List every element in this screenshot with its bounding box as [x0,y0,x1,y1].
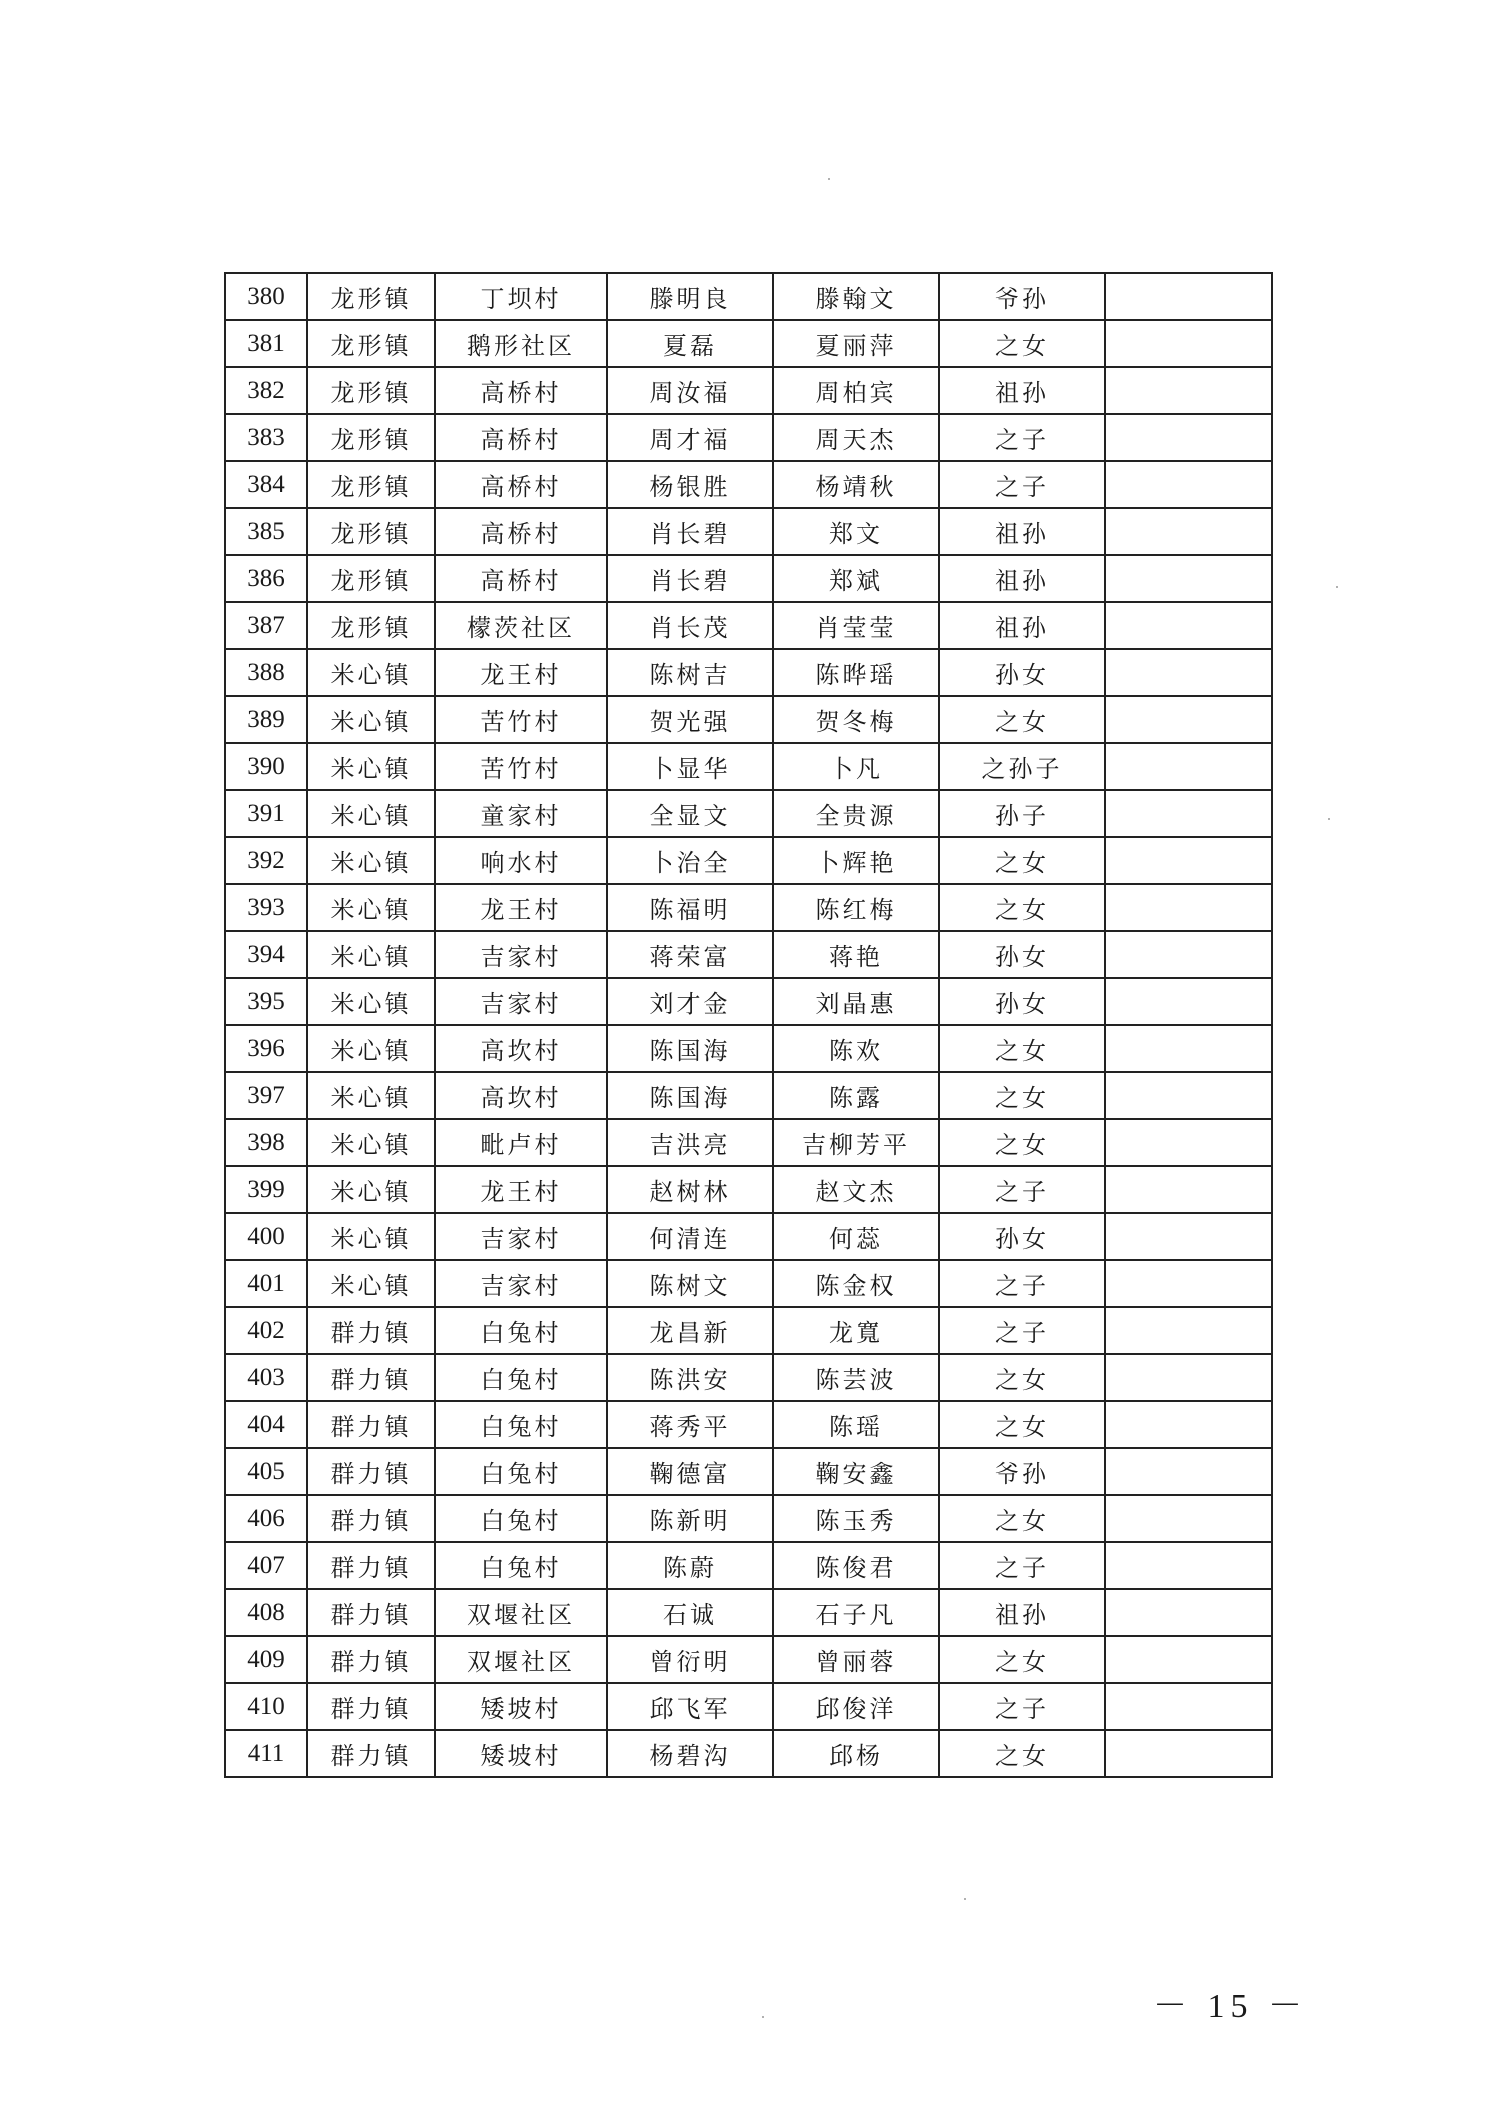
cell-town: 米心镇 [307,931,435,978]
cell-town: 龙形镇 [307,367,435,414]
cell-relative-name: 邱杨 [773,1730,939,1777]
cell-relative-name: 陈芸波 [773,1354,939,1401]
cell-town: 群力镇 [307,1307,435,1354]
table-row [225,1636,1272,1683]
cell-name: 陈国海 [607,1072,773,1119]
cell-relative-name: 陈欢 [773,1025,939,1072]
cell-town: 米心镇 [307,1213,435,1260]
cell-name: 邱飞军 [607,1683,773,1730]
cell-town: 龙形镇 [307,602,435,649]
cell-village: 高桥村 [435,414,607,461]
cell-relation: 孙女 [939,931,1105,978]
cell-name: 陈树吉 [607,649,773,696]
cell-note [1105,1542,1272,1589]
table-row [225,273,1272,320]
table-row [225,1166,1272,1213]
cell-town: 群力镇 [307,1730,435,1777]
cell-name: 赵树林 [607,1166,773,1213]
cell-name: 肖长碧 [607,555,773,602]
cell-village: 龙王村 [435,1166,607,1213]
table-row [225,1072,1272,1119]
cell-note [1105,1448,1272,1495]
cell-name: 杨银胜 [607,461,773,508]
cell-note [1105,320,1272,367]
cell-village: 毗卢村 [435,1119,607,1166]
cell-note [1105,508,1272,555]
table-row [225,1213,1272,1260]
cell-number: 401 [225,1260,307,1307]
cell-name: 龙昌新 [607,1307,773,1354]
scan-speck [964,1898,966,1900]
cell-name: 吉洪亮 [607,1119,773,1166]
cell-relation: 之子 [939,1260,1105,1307]
cell-village: 白兔村 [435,1448,607,1495]
cell-name: 贺光强 [607,696,773,743]
cell-village: 矮坡村 [435,1683,607,1730]
cell-number: 404 [225,1401,307,1448]
cell-relative-name: 邱俊洋 [773,1683,939,1730]
table-row [225,555,1272,602]
cell-relation: 祖孙 [939,1589,1105,1636]
cell-village: 高坎村 [435,1025,607,1072]
cell-name: 卜显华 [607,743,773,790]
cell-town: 米心镇 [307,1260,435,1307]
cell-name: 陈蔚 [607,1542,773,1589]
cell-name: 滕明良 [607,273,773,320]
cell-relation: 之女 [939,1119,1105,1166]
table-row [225,1683,1272,1730]
cell-town: 米心镇 [307,696,435,743]
cell-town: 群力镇 [307,1401,435,1448]
cell-number: 383 [225,414,307,461]
cell-number: 382 [225,367,307,414]
table-row [225,602,1272,649]
cell-town: 米心镇 [307,837,435,884]
table-row [225,1260,1272,1307]
cell-relative-name: 吉柳芳平 [773,1119,939,1166]
table-row [225,884,1272,931]
cell-name: 石诚 [607,1589,773,1636]
cell-village: 双堰社区 [435,1636,607,1683]
cell-town: 群力镇 [307,1589,435,1636]
cell-relation: 祖孙 [939,602,1105,649]
cell-relative-name: 石子凡 [773,1589,939,1636]
cell-relation: 孙子 [939,790,1105,837]
cell-town: 米心镇 [307,743,435,790]
cell-number: 402 [225,1307,307,1354]
table-row [225,1730,1272,1777]
cell-relation: 之子 [939,1166,1105,1213]
cell-number: 380 [225,273,307,320]
cell-name: 蒋秀平 [607,1401,773,1448]
cell-relative-name: 肖莹莹 [773,602,939,649]
cell-relation: 之女 [939,837,1105,884]
cell-number: 396 [225,1025,307,1072]
cell-relation: 之孙子 [939,743,1105,790]
cell-relative-name: 郑文 [773,508,939,555]
cell-note [1105,837,1272,884]
cell-town: 群力镇 [307,1354,435,1401]
cell-name: 鞠德富 [607,1448,773,1495]
cell-relative-name: 蒋艳 [773,931,939,978]
cell-town: 米心镇 [307,978,435,1025]
cell-relative-name: 龙寬 [773,1307,939,1354]
table-row [225,931,1272,978]
cell-name: 卜治全 [607,837,773,884]
cell-village: 檬茨社区 [435,602,607,649]
table-row [225,414,1272,461]
cell-number: 407 [225,1542,307,1589]
cell-number: 409 [225,1636,307,1683]
cell-relation: 之女 [939,1636,1105,1683]
cell-number: 395 [225,978,307,1025]
cell-village: 白兔村 [435,1307,607,1354]
table-row [225,508,1272,555]
cell-note [1105,790,1272,837]
cell-relation: 爷孙 [939,1448,1105,1495]
cell-village: 响水村 [435,837,607,884]
cell-town: 米心镇 [307,1166,435,1213]
cell-village: 丁坝村 [435,273,607,320]
cell-name: 全显文 [607,790,773,837]
cell-name: 夏磊 [607,320,773,367]
cell-relative-name: 杨靖秋 [773,461,939,508]
cell-town: 群力镇 [307,1542,435,1589]
cell-relative-name: 滕翰文 [773,273,939,320]
table-row [225,1025,1272,1072]
cell-name: 陈福明 [607,884,773,931]
cell-relative-name: 周柏宾 [773,367,939,414]
cell-number: 384 [225,461,307,508]
cell-number: 381 [225,320,307,367]
cell-relative-name: 陈玉秀 [773,1495,939,1542]
cell-number: 398 [225,1119,307,1166]
cell-note [1105,1119,1272,1166]
cell-number: 411 [225,1730,307,1777]
cell-relation: 之女 [939,1401,1105,1448]
cell-town: 群力镇 [307,1636,435,1683]
cell-relation: 祖孙 [939,367,1105,414]
table-row [225,790,1272,837]
cell-note [1105,1589,1272,1636]
cell-number: 390 [225,743,307,790]
cell-village: 龙王村 [435,649,607,696]
cell-relation: 之女 [939,696,1105,743]
cell-note [1105,1495,1272,1542]
cell-note [1105,1072,1272,1119]
cell-number: 387 [225,602,307,649]
cell-note [1105,649,1272,696]
roster-body [225,273,1272,1777]
cell-village: 白兔村 [435,1354,607,1401]
cell-relative-name: 卜凡 [773,743,939,790]
table-row [225,1119,1272,1166]
cell-relation: 之子 [939,1683,1105,1730]
cell-village: 童家村 [435,790,607,837]
cell-name: 刘才金 [607,978,773,1025]
cell-relative-name: 刘晶惠 [773,978,939,1025]
cell-name: 周汝福 [607,367,773,414]
table-row [225,367,1272,414]
cell-relation: 孙女 [939,1213,1105,1260]
cell-village: 龙王村 [435,884,607,931]
cell-town: 群力镇 [307,1448,435,1495]
page-number: － 15 － [1153,1988,1308,2025]
cell-town: 群力镇 [307,1495,435,1542]
cell-relative-name: 鞠安鑫 [773,1448,939,1495]
cell-number: 386 [225,555,307,602]
cell-note [1105,1683,1272,1730]
cell-name: 周才福 [607,414,773,461]
cell-village: 苦竹村 [435,696,607,743]
cell-note [1105,1166,1272,1213]
cell-relation: 祖孙 [939,555,1105,602]
cell-village: 白兔村 [435,1495,607,1542]
cell-relative-name: 陈露 [773,1072,939,1119]
cell-relation: 之女 [939,1354,1105,1401]
cell-village: 鹅形社区 [435,320,607,367]
cell-town: 龙形镇 [307,508,435,555]
cell-note [1105,978,1272,1025]
cell-note [1105,1636,1272,1683]
cell-note [1105,367,1272,414]
cell-relative-name: 何蕊 [773,1213,939,1260]
cell-village: 吉家村 [435,978,607,1025]
cell-number: 406 [225,1495,307,1542]
cell-village: 吉家村 [435,931,607,978]
cell-number: 397 [225,1072,307,1119]
scan-speck [762,2016,764,2018]
table-row [225,461,1272,508]
cell-relation: 之女 [939,1072,1105,1119]
cell-name: 陈洪安 [607,1354,773,1401]
cell-number: 392 [225,837,307,884]
cell-village: 高桥村 [435,367,607,414]
cell-note [1105,1354,1272,1401]
table-row [225,978,1272,1025]
cell-town: 米心镇 [307,649,435,696]
cell-relation: 之女 [939,1025,1105,1072]
cell-village: 高桥村 [435,508,607,555]
cell-note [1105,273,1272,320]
cell-relative-name: 陈瑶 [773,1401,939,1448]
cell-village: 双堰社区 [435,1589,607,1636]
cell-number: 399 [225,1166,307,1213]
table-row [225,1495,1272,1542]
cell-village: 白兔村 [435,1401,607,1448]
cell-number: 393 [225,884,307,931]
table-row [225,837,1272,884]
table-row [225,1448,1272,1495]
cell-town: 龙形镇 [307,273,435,320]
table-row [225,1354,1272,1401]
cell-note [1105,1025,1272,1072]
cell-note [1105,743,1272,790]
cell-relative-name: 曾丽蓉 [773,1636,939,1683]
cell-relative-name: 周天杰 [773,414,939,461]
table-row [225,1542,1272,1589]
cell-note [1105,1307,1272,1354]
cell-relation: 之女 [939,1730,1105,1777]
cell-number: 385 [225,508,307,555]
cell-relative-name: 陈红梅 [773,884,939,931]
table-row [225,320,1272,367]
cell-name: 陈国海 [607,1025,773,1072]
roster-table [224,272,1273,1778]
cell-relative-name: 贺冬梅 [773,696,939,743]
cell-number: 400 [225,1213,307,1260]
cell-town: 龙形镇 [307,320,435,367]
scan-speck [1336,586,1338,588]
table-row [225,1307,1272,1354]
cell-relative-name: 夏丽萍 [773,320,939,367]
cell-name: 陈新明 [607,1495,773,1542]
cell-relative-name: 陈金权 [773,1260,939,1307]
cell-village: 吉家村 [435,1213,607,1260]
cell-relation: 祖孙 [939,508,1105,555]
cell-relative-name: 郑斌 [773,555,939,602]
cell-number: 410 [225,1683,307,1730]
cell-relation: 爷孙 [939,273,1105,320]
cell-number: 391 [225,790,307,837]
table-row [225,649,1272,696]
cell-name: 肖长茂 [607,602,773,649]
cell-town: 龙形镇 [307,461,435,508]
cell-note [1105,555,1272,602]
cell-name: 杨碧沟 [607,1730,773,1777]
cell-relation: 孙女 [939,649,1105,696]
cell-note [1105,696,1272,743]
cell-note [1105,1730,1272,1777]
cell-relative-name: 卜辉艳 [773,837,939,884]
table-row [225,743,1272,790]
cell-name: 肖长碧 [607,508,773,555]
cell-relation: 孙女 [939,978,1105,1025]
cell-relation: 之子 [939,414,1105,461]
cell-village: 高桥村 [435,461,607,508]
cell-village: 矮坡村 [435,1730,607,1777]
cell-relation: 之子 [939,1542,1105,1589]
cell-relation: 之女 [939,320,1105,367]
cell-name: 陈树文 [607,1260,773,1307]
cell-number: 394 [225,931,307,978]
cell-relative-name: 全贵源 [773,790,939,837]
cell-village: 苦竹村 [435,743,607,790]
cell-relative-name: 陈晔瑶 [773,649,939,696]
cell-number: 388 [225,649,307,696]
cell-relation: 之子 [939,461,1105,508]
cell-note [1105,931,1272,978]
table-row [225,696,1272,743]
cell-relation: 之子 [939,1307,1105,1354]
table-row [225,1589,1272,1636]
cell-name: 何清连 [607,1213,773,1260]
cell-town: 米心镇 [307,884,435,931]
scan-speck [1328,818,1330,820]
cell-town: 米心镇 [307,790,435,837]
cell-village: 高桥村 [435,555,607,602]
cell-note [1105,602,1272,649]
cell-number: 408 [225,1589,307,1636]
cell-note [1105,414,1272,461]
cell-note [1105,1401,1272,1448]
cell-note [1105,461,1272,508]
cell-relative-name: 赵文杰 [773,1166,939,1213]
table-row [225,1401,1272,1448]
cell-note [1105,1260,1272,1307]
cell-name: 曾衍明 [607,1636,773,1683]
cell-name: 蒋荣富 [607,931,773,978]
cell-number: 403 [225,1354,307,1401]
cell-town: 米心镇 [307,1025,435,1072]
cell-town: 群力镇 [307,1683,435,1730]
cell-relation: 之女 [939,884,1105,931]
cell-number: 389 [225,696,307,743]
cell-relative-name: 陈俊君 [773,1542,939,1589]
scan-speck [828,178,830,180]
cell-village: 高坎村 [435,1072,607,1119]
cell-town: 龙形镇 [307,555,435,602]
cell-note [1105,884,1272,931]
cell-note [1105,1213,1272,1260]
cell-town: 龙形镇 [307,414,435,461]
cell-town: 米心镇 [307,1072,435,1119]
cell-village: 吉家村 [435,1260,607,1307]
cell-number: 405 [225,1448,307,1495]
cell-village: 白兔村 [435,1542,607,1589]
cell-town: 米心镇 [307,1119,435,1166]
cell-relation: 之女 [939,1495,1105,1542]
